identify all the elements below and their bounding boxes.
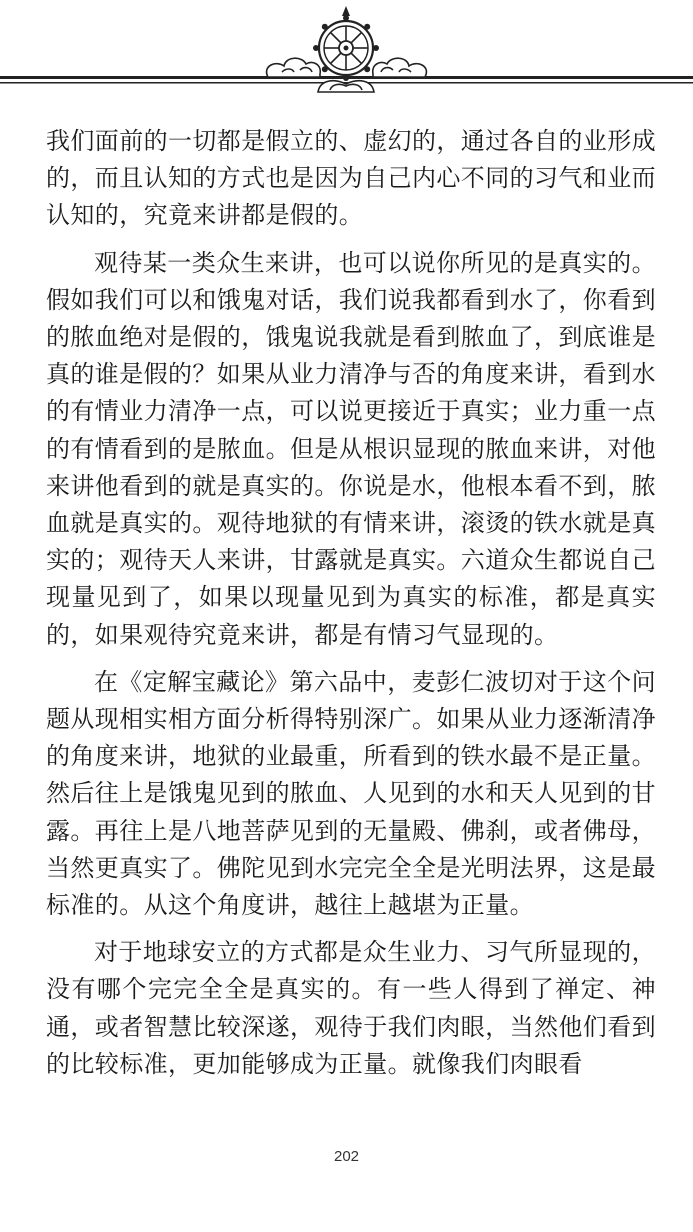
dharma-wheel-icon: [313, 6, 379, 81]
page-number: 202: [333, 1148, 360, 1165]
paragraph-3: 在《定解宝藏论》第六品中，麦彭仁波切对于这个问题从现相实相方面分析得特别深广。如果从业力逐渐清净的角度来讲，地狱的业最重，所看到的铁水最不是正量。然后往上是饿鬼见到的脓血、人见到的水和天人见到的甘露。再往上是八地菩萨见到的无量殿、佛刹，或者佛母，当然更真实了。佛陀见到水完完全全是光明法界，这是最标准的。从这个角度讲，越往上越堪为正量。: [46, 667, 656, 920]
paragraph-4: 对于地球安立的方式都是众生业力、习气所显现的，没有哪个完完全全是真实的。有一些人得到了禅定、神通，或者智慧比较深遂，观待于我们肉眼，当然他们看到的比较标准，更加能够成为正量。就像我们肉眼看: [46, 938, 656, 1078]
left-cloud-icon: [267, 58, 321, 77]
right-cloud-icon: [373, 58, 427, 77]
header-ornament: [0, 0, 693, 110]
paragraph-1: 我们面前的一切都是假立的、虚幻的，通过各自的业形成的，而且认知的方式也是因为自己内心不同的习气和业而认知的，究竟来讲都是假的。: [46, 127, 656, 230]
paragraph-2: 观待某一类众生来讲，也可以说你所见的是真实的。假如我们可以和饿鬼对话，我们说我都看到水了，你看到的脓血绝对是假的，饿鬼说我就是看到脓血了，到底谁是真的谁是假的？如果从业力清净与否的角度来讲，看到水的有情业力清净一点，可以说更接近于真实；业力重一点的有情看到的是脓血。但是从根识显现的脓血来讲，对他来讲他看到的就是真实的。你说是水，他根本看不到，脓血就是真实的。观待地狱的有情来讲，滚烫的铁水就是真实的；观待天人来讲，甘露就是真实。六道众生都说自己现量见到了，如果以现量见到为真实的标准，都是真实的，如果观待究竟来讲，都是有情习气显现的。: [46, 248, 656, 649]
body-text: [46, 123, 656, 1093]
